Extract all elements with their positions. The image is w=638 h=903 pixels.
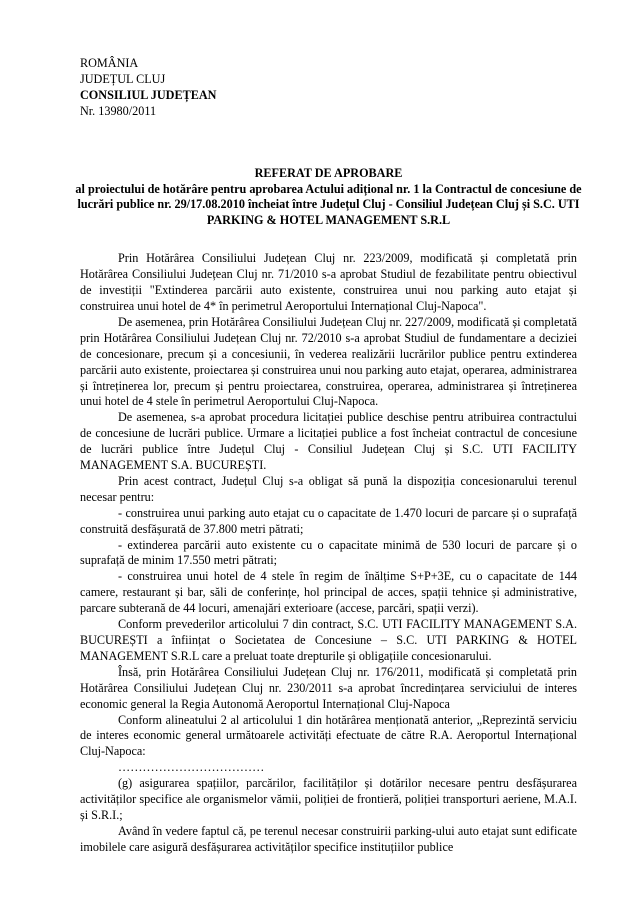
- registration-number: Nr. 13980/2011: [80, 103, 157, 118]
- title-block: [75, 165, 582, 230]
- paragraph-7: Conform alineatului 2 al articolului 1 din hotărârea menționată anterior, „Reprezintă serviciu de interes economic general următoarele activități efectuate de către R.A. Aeroportul Internațional Cluj-Napoca:: [80, 712, 577, 759]
- paragraph-9: Având în vedere faptul că, pe terenul necesar construirii parking-ului auto etajat sunt edificate imobilele care asigură desfășurarea activităților specifice instituțiilor publice: [80, 823, 577, 854]
- list-item-hotel: - construirea unui hotel de 4 stele în regim de înălțime S+P+3E, cu o capacitate de 144 camere, restaurant și bar, săli de conferințe, hol principal de acces, spații tehnice și administrative, parcare subterană de 44 locuri, amenajări exterioare (accese, parcări, spații verzi).: [80, 569, 577, 616]
- document-body: [80, 251, 577, 855]
- ellipsis-line: ………………………………: [118, 760, 265, 775]
- document-subtitle: al proiectului de hotărâre pentru aprobarea Actului adițional nr. 1 la Contractul de concesiune de lucrări publice nr. 29/17.08.2010 încheiat între Județul Cluj - Consiliul Județean Cluj și S.C. UTI PARKING & HOTEL MANAGEMENT S.R.L: [75, 181, 582, 228]
- paragraph-1: Prin Hotărârea Consiliului Județean Cluj nr. 223/2009, modificată și completată prin Hotărârea Consiliului Județean Cluj nr. 71/2010 s-a aprobat Studiul de fezabilitate pentru obiectivul de investiții "Extinderea parcării auto existente, construirea unui nou parking auto etajat și construirea unui hotel de 4* în perimetrul Aeroportului Internațional Cluj-Napoca".: [80, 251, 577, 313]
- list-item-parking: - construirea unui parking auto etajat cu o capacitate de 1.470 locuri de parcare și o suprafață construită desfășurată de 37.800 metri pătrati;: [80, 505, 577, 536]
- county-line: JUDEȚUL CLUJ: [80, 71, 166, 86]
- paragraph-8: (g) asigurarea spațiilor, parcărilor, facilităților și dotărilor necesare pentru desfășurarea activităților specifice ale organismelor vămii, poliției de frontieră, poliției transporturi aeriene, M.A.I. și S.R.I.;: [80, 776, 577, 822]
- paragraph-3: De asemenea, s-a aprobat procedura licitației publice deschise pentru atribuirea contractului de concesiune de lucrări publice. Urmare a licitației publice a fost încheiat contractul de concesiune de lucrări publice între Județul Cluj - Consiliul Județean Cluj și S.C. UTI FACILITY MANAGEMENT S.A. BUCUREȘTI.: [80, 410, 577, 473]
- paragraph-6: Însă, prin Hotărârea Consiliului Județean Cluj nr. 176/2011, modificată și completată prin Hotărârea Consiliului Județean Cluj nr. 230/2011 s-a aprobat încredințarea serviciului de interes economic general la Regia Autonomă Aeroportul Internațional Cluj-Napoca: [80, 664, 577, 711]
- country-line: ROMÂNIA: [80, 56, 139, 70]
- council-line: CONSILIUL JUDEȚEAN: [80, 87, 217, 102]
- document-header: [80, 56, 577, 120]
- document-title: REFERAT DE APROBARE: [254, 165, 403, 180]
- list-item-extension: - extinderea parcării auto existente cu o capacitate minimă de 530 locuri de parcare și o suprafață de minim 17.550 metri pătrati;: [80, 537, 577, 568]
- paragraph-5: Conform prevederilor articolului 7 din contract, S.C. UTI FACILITY MANAGEMENT S.A. BUCUREȘTI a înființat o Societatea de Concesiune – S.C. UTI PARKING & HOTEL MANAGEMENT S.R.L care a preluat toate drepturile și obligațiile concesionarului.: [80, 617, 577, 663]
- document-page: [75, 56, 582, 856]
- paragraph-4: Prin acest contract, Județul Cluj s-a obligat să pună la dispoziția concesionarului terenul necesar pentru:: [80, 473, 577, 504]
- paragraph-2: De asemenea, prin Hotărârea Consiliului Județean Cluj nr. 227/2009, modificată și completată prin Hotărârea Consiliului Județean Cluj nr. 72/2010 s-a aprobat Studiul de fundamentare a deciziei de concesionare, precum și a concesiunii, în vederea realizării lucrărilor publice pentru extinderea parcării auto existente, proiectarea și construirea unui nou parking auto etajat, operarea, administrarea și întreținerea lor, precum și pentru proiectarea, construirea, operarea, administrarea și întreținerea unui hotel de 4 stele în perimetrul Aeroportului Cluj-Napoca.: [80, 314, 577, 409]
